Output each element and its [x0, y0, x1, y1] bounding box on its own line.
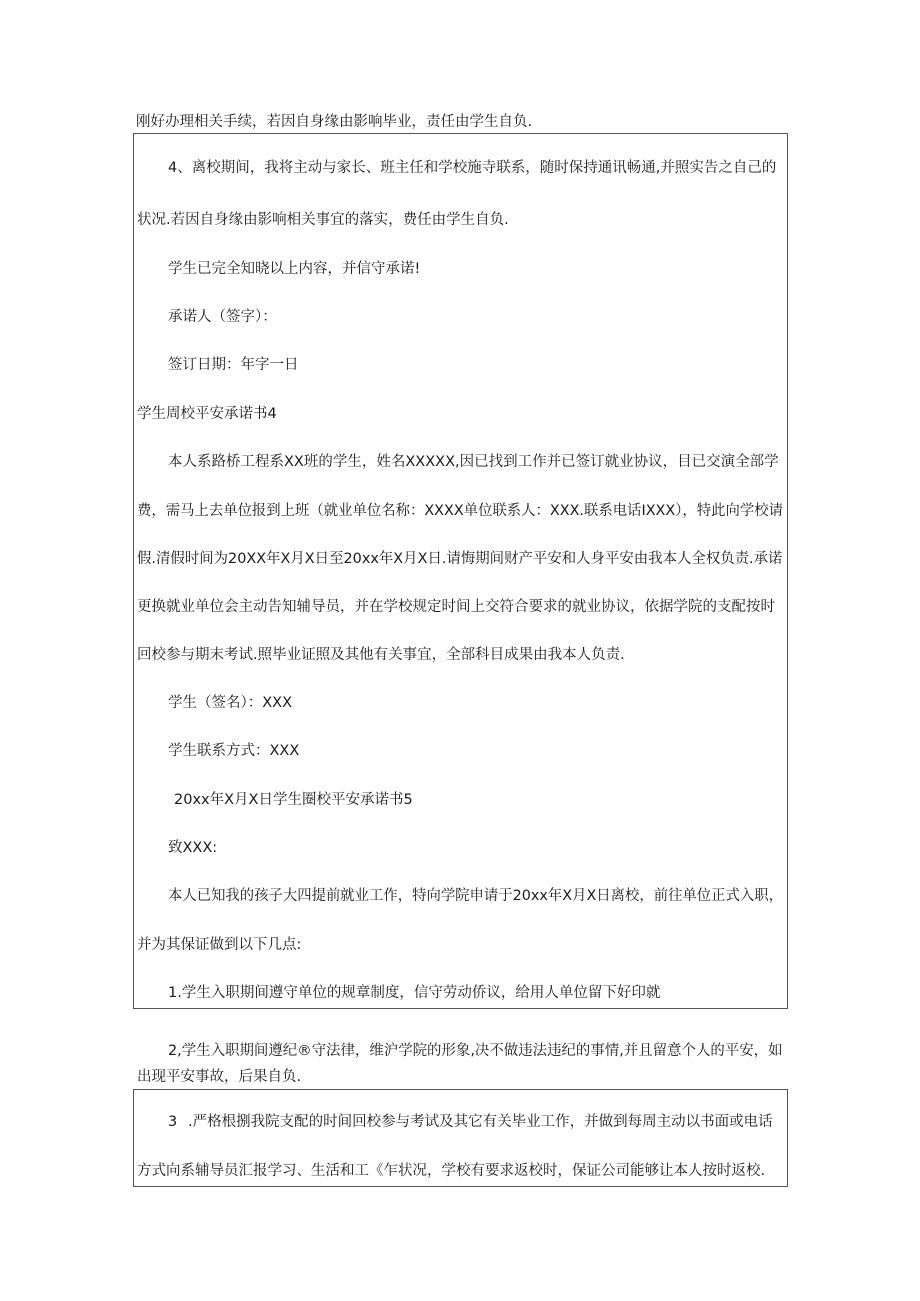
body-5-line2: 并为其保证做到以下几点: [137, 937, 302, 953]
list-item-2-line1: 2,学生入职期间遵纪®守法律，维沪学院的形象,决不做违法违纪的事情,并且留意个人的平安，如 [168, 1043, 783, 1059]
list-item-3-line1: .严格根捌我院支配的时间回校参与考试及其它有关毕业工作，并做到每周主动以书面或电话 [188, 1114, 773, 1130]
paragraph-top: 刚好办理相关手续，若因自身缘由影响毕业，责任由学生自负. [136, 114, 533, 130]
sign-date: 签订日期：年字一日 [168, 357, 299, 373]
body-4-line3: 假.清假时间为20XX年X月X日至20xx年X月X日.请悔期间财产平安和人身平安由我本人全权负责.承诺 [137, 551, 783, 567]
promisor-signature: 承诺人（签字）： [168, 309, 277, 325]
list-item-1: 1.学生入职期间遵守单位的规章制度，信守劳动侨议，给用人单位留下好印就 [168, 985, 661, 1001]
list-item-3-line2: 方式向系辅导员汇报学习、生活和工《乍状况，学校有要求返校时，保证公司能够让本人按时返校. [137, 1163, 766, 1179]
student-signature: 学生（签名）：XXX [168, 695, 293, 711]
body-4-line2: 费，需马上去单位报到上班（就业单位名称：XXXX单位联系人：XXX.联系电话IXXX），特此向学校请 [137, 503, 783, 519]
acknowledgement: 学生已完全知晓以上内容，并信守承诺! [168, 261, 421, 277]
body-4-line1: 本人系路桥工程系XX班的学生，姓名XXXXX,因已找到工作并已签订就业协议，目已交演全部学 [168, 454, 779, 470]
student-contact: 学生联系方式：XXX [168, 743, 300, 759]
paragraph-4-line1: 4、离校期间，我将主动与家长、班主任和学校施寺联系，随时保持通讯畅通,并照实告之自己的 [168, 160, 777, 176]
salutation: 致XXX: [168, 840, 218, 856]
body-5-line1: 本人已知我的孩子大四提前就业工作，特向学院申请于20xx年X月X日离校，前往单位正式入职， [168, 888, 783, 904]
section-title-4: 学生周校平安承诺书4 [137, 406, 277, 422]
list-item-3-number: 3 [168, 1114, 178, 1130]
body-4-line4: 更换就业单位会主动告知辅导员，并在学校规定时间上交符合要求的就业协议，依据学院的支配按时 [137, 599, 775, 615]
body-4-line5: 回校参与期末考试.照毕业证照及其他有关事宜，全部科目成果由我本人负责. [137, 647, 625, 663]
list-item-2-line2: 出现平安事故，后果自负. [137, 1069, 302, 1085]
date-and-section-title-5: 20xx年X月X日学生圈校平安承诺书5 [174, 792, 413, 808]
paragraph-4-line2: 状况.若因自身缘由影响相关事宜的落实，费任由学生自负. [137, 212, 509, 228]
